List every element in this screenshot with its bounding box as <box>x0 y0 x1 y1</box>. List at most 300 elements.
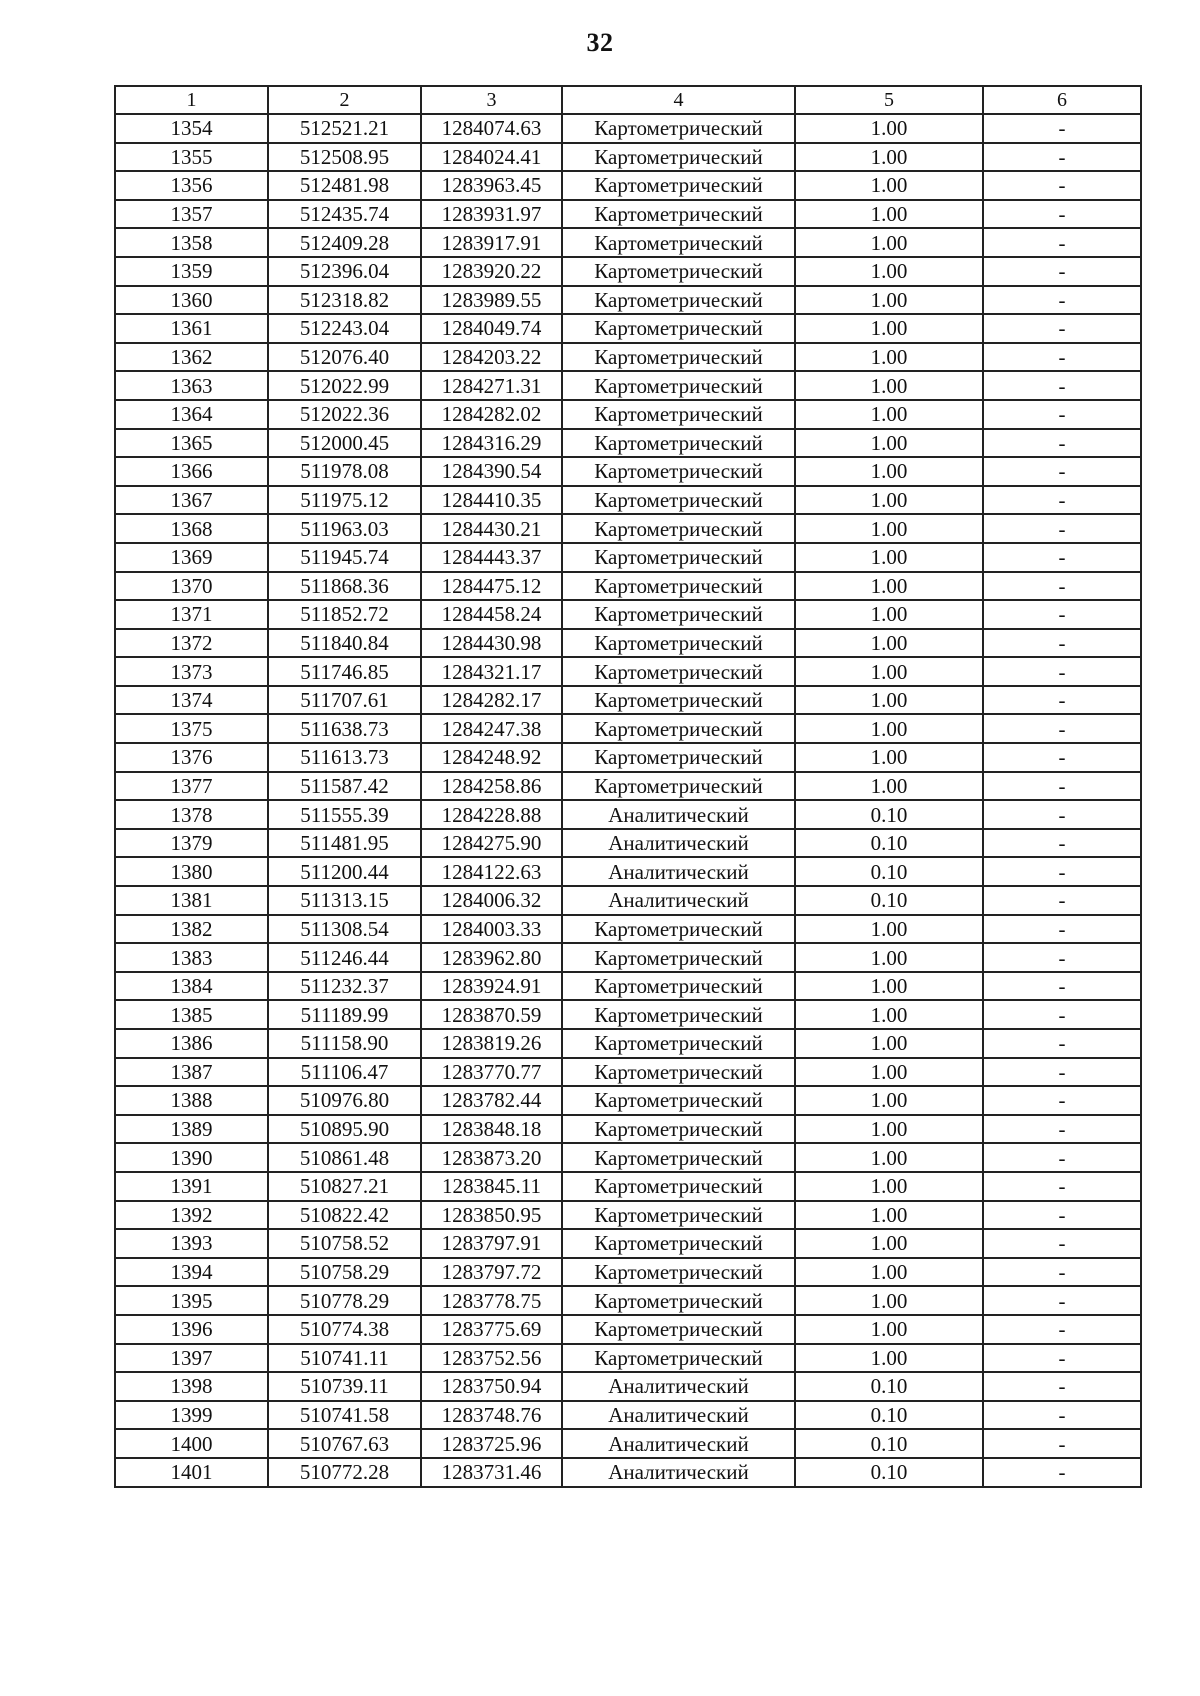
method-cell: Картометрический <box>562 714 795 743</box>
method-cell: Картометрический <box>562 1143 795 1172</box>
accuracy-cell: 0.10 <box>795 800 983 829</box>
x-coordinate-cell: 512000.45 <box>268 429 421 458</box>
table-row <box>115 114 1141 143</box>
table-row <box>115 1458 1141 1487</box>
table-body <box>115 114 1141 1487</box>
note-cell: - <box>983 886 1141 915</box>
table-row <box>115 857 1141 886</box>
point-number-cell: 1383 <box>115 943 268 972</box>
note-cell: - <box>983 857 1141 886</box>
note-cell: - <box>983 1115 1141 1144</box>
point-number-cell: 1396 <box>115 1315 268 1344</box>
method-cell: Картометрический <box>562 572 795 601</box>
note-cell: - <box>983 257 1141 286</box>
table-row <box>115 1315 1141 1344</box>
point-number-cell: 1355 <box>115 143 268 172</box>
accuracy-cell: 1.00 <box>795 228 983 257</box>
method-cell: Картометрический <box>562 1115 795 1144</box>
note-cell: - <box>983 1258 1141 1287</box>
accuracy-cell: 0.10 <box>795 886 983 915</box>
method-cell: Картометрический <box>562 286 795 315</box>
x-coordinate-cell: 510758.52 <box>268 1229 421 1258</box>
y-coordinate-cell: 1283870.59 <box>421 1000 562 1029</box>
x-coordinate-cell: 511978.08 <box>268 457 421 486</box>
x-coordinate-cell: 510895.90 <box>268 1115 421 1144</box>
accuracy-cell: 0.10 <box>795 1401 983 1430</box>
accuracy-cell: 1.00 <box>795 686 983 715</box>
x-coordinate-cell: 511106.47 <box>268 1058 421 1087</box>
y-coordinate-cell: 1284006.32 <box>421 886 562 915</box>
table-row <box>115 1401 1141 1430</box>
x-coordinate-cell: 510778.29 <box>268 1286 421 1315</box>
note-cell: - <box>983 1029 1141 1058</box>
note-cell: - <box>983 228 1141 257</box>
point-number-cell: 1384 <box>115 972 268 1001</box>
accuracy-cell: 1.00 <box>795 1344 983 1373</box>
accuracy-cell: 1.00 <box>795 171 983 200</box>
y-coordinate-cell: 1283924.91 <box>421 972 562 1001</box>
x-coordinate-cell: 512022.36 <box>268 400 421 429</box>
table-row <box>115 714 1141 743</box>
method-cell: Картометрический <box>562 257 795 286</box>
x-coordinate-cell: 511158.90 <box>268 1029 421 1058</box>
y-coordinate-cell: 1283797.72 <box>421 1258 562 1287</box>
point-number-cell: 1385 <box>115 1000 268 1029</box>
accuracy-cell: 1.00 <box>795 286 983 315</box>
point-number-cell: 1380 <box>115 857 268 886</box>
column-header: 4 <box>562 86 795 114</box>
column-header: 6 <box>983 86 1141 114</box>
x-coordinate-cell: 511232.37 <box>268 972 421 1001</box>
y-coordinate-cell: 1284228.88 <box>421 800 562 829</box>
table-row <box>115 200 1141 229</box>
table-row <box>115 1115 1141 1144</box>
table-row <box>115 1286 1141 1315</box>
y-coordinate-cell: 1283873.20 <box>421 1143 562 1172</box>
x-coordinate-cell: 511587.42 <box>268 772 421 801</box>
note-cell: - <box>983 572 1141 601</box>
x-coordinate-cell: 511852.72 <box>268 600 421 629</box>
y-coordinate-cell: 1284122.63 <box>421 857 562 886</box>
point-number-cell: 1386 <box>115 1029 268 1058</box>
accuracy-cell: 1.00 <box>795 1286 983 1315</box>
y-coordinate-cell: 1284390.54 <box>421 457 562 486</box>
point-number-cell: 1366 <box>115 457 268 486</box>
y-coordinate-cell: 1284258.86 <box>421 772 562 801</box>
method-cell: Картометрический <box>562 915 795 944</box>
table-row <box>115 1143 1141 1172</box>
table-row <box>115 600 1141 629</box>
y-coordinate-cell: 1283848.18 <box>421 1115 562 1144</box>
method-cell: Аналитический <box>562 886 795 915</box>
y-coordinate-cell: 1284475.12 <box>421 572 562 601</box>
point-number-cell: 1395 <box>115 1286 268 1315</box>
method-cell: Картометрический <box>562 657 795 686</box>
note-cell: - <box>983 629 1141 658</box>
table-row <box>115 371 1141 400</box>
point-number-cell: 1360 <box>115 286 268 315</box>
point-number-cell: 1365 <box>115 429 268 458</box>
accuracy-cell: 1.00 <box>795 1086 983 1115</box>
x-coordinate-cell: 510976.80 <box>268 1086 421 1115</box>
point-number-cell: 1359 <box>115 257 268 286</box>
method-cell: Картометрический <box>562 1344 795 1373</box>
note-cell: - <box>983 1201 1141 1230</box>
method-cell: Картометрический <box>562 400 795 429</box>
y-coordinate-cell: 1283731.46 <box>421 1458 562 1487</box>
table-row <box>115 657 1141 686</box>
y-coordinate-cell: 1284203.22 <box>421 343 562 372</box>
point-number-cell: 1382 <box>115 915 268 944</box>
note-cell: - <box>983 1143 1141 1172</box>
method-cell: Аналитический <box>562 800 795 829</box>
table-row <box>115 343 1141 372</box>
x-coordinate-cell: 511200.44 <box>268 857 421 886</box>
method-cell: Картометрический <box>562 972 795 1001</box>
y-coordinate-cell: 1283725.96 <box>421 1429 562 1458</box>
x-coordinate-cell: 510861.48 <box>268 1143 421 1172</box>
y-coordinate-cell: 1284003.33 <box>421 915 562 944</box>
table-row <box>115 257 1141 286</box>
method-cell: Картометрический <box>562 114 795 143</box>
accuracy-cell: 1.00 <box>795 915 983 944</box>
note-cell: - <box>983 171 1141 200</box>
table-row <box>115 886 1141 915</box>
point-number-cell: 1369 <box>115 543 268 572</box>
table-row <box>115 972 1141 1001</box>
note-cell: - <box>983 686 1141 715</box>
x-coordinate-cell: 511840.84 <box>268 629 421 658</box>
table-row <box>115 1086 1141 1115</box>
x-coordinate-cell: 510741.11 <box>268 1344 421 1373</box>
accuracy-cell: 1.00 <box>795 1201 983 1230</box>
method-cell: Картометрический <box>562 1258 795 1287</box>
accuracy-cell: 0.10 <box>795 1429 983 1458</box>
page-number: 32 <box>586 28 614 57</box>
accuracy-cell: 1.00 <box>795 657 983 686</box>
y-coordinate-cell: 1284247.38 <box>421 714 562 743</box>
note-cell: - <box>983 1058 1141 1087</box>
table-row <box>115 400 1141 429</box>
method-cell: Аналитический <box>562 1458 795 1487</box>
accuracy-cell: 1.00 <box>795 972 983 1001</box>
point-number-cell: 1393 <box>115 1229 268 1258</box>
x-coordinate-cell: 510758.29 <box>268 1258 421 1287</box>
method-cell: Картометрический <box>562 429 795 458</box>
accuracy-cell: 1.00 <box>795 371 983 400</box>
point-number-cell: 1375 <box>115 714 268 743</box>
method-cell: Картометрический <box>562 1058 795 1087</box>
point-number-cell: 1374 <box>115 686 268 715</box>
method-cell: Картометрический <box>562 772 795 801</box>
table-row <box>115 543 1141 572</box>
method-cell: Картометрический <box>562 343 795 372</box>
y-coordinate-cell: 1283850.95 <box>421 1201 562 1230</box>
table-row <box>115 1058 1141 1087</box>
y-coordinate-cell: 1283989.55 <box>421 286 562 315</box>
method-cell: Картометрический <box>562 1201 795 1230</box>
note-cell: - <box>983 1458 1141 1487</box>
x-coordinate-cell: 512076.40 <box>268 343 421 372</box>
table-row <box>115 171 1141 200</box>
point-number-cell: 1390 <box>115 1143 268 1172</box>
point-number-cell: 1399 <box>115 1401 268 1430</box>
method-cell: Картометрический <box>562 143 795 172</box>
x-coordinate-cell: 510767.63 <box>268 1429 421 1458</box>
note-cell: - <box>983 371 1141 400</box>
point-number-cell: 1376 <box>115 743 268 772</box>
coordinates-table <box>114 85 1142 1488</box>
x-coordinate-cell: 510772.28 <box>268 1458 421 1487</box>
x-coordinate-cell: 511746.85 <box>268 657 421 686</box>
accuracy-cell: 1.00 <box>795 543 983 572</box>
x-coordinate-cell: 512243.04 <box>268 314 421 343</box>
note-cell: - <box>983 915 1141 944</box>
table-row <box>115 943 1141 972</box>
point-number-cell: 1394 <box>115 1258 268 1287</box>
accuracy-cell: 1.00 <box>795 143 983 172</box>
y-coordinate-cell: 1283963.45 <box>421 171 562 200</box>
accuracy-cell: 1.00 <box>795 200 983 229</box>
accuracy-cell: 1.00 <box>795 600 983 629</box>
note-cell: - <box>983 1372 1141 1401</box>
note-cell: - <box>983 1086 1141 1115</box>
table-row <box>115 686 1141 715</box>
accuracy-cell: 1.00 <box>795 1058 983 1087</box>
method-cell: Картометрический <box>562 1172 795 1201</box>
note-cell: - <box>983 114 1141 143</box>
x-coordinate-cell: 511975.12 <box>268 486 421 515</box>
point-number-cell: 1373 <box>115 657 268 686</box>
accuracy-cell: 1.00 <box>795 514 983 543</box>
point-number-cell: 1379 <box>115 829 268 858</box>
y-coordinate-cell: 1284049.74 <box>421 314 562 343</box>
note-cell: - <box>983 543 1141 572</box>
y-coordinate-cell: 1284275.90 <box>421 829 562 858</box>
method-cell: Картометрический <box>562 228 795 257</box>
column-header: 5 <box>795 86 983 114</box>
column-header: 2 <box>268 86 421 114</box>
method-cell: Картометрический <box>562 1086 795 1115</box>
method-cell: Аналитический <box>562 1401 795 1430</box>
method-cell: Картометрический <box>562 629 795 658</box>
accuracy-cell: 0.10 <box>795 1372 983 1401</box>
y-coordinate-cell: 1283962.80 <box>421 943 562 972</box>
column-header: 3 <box>421 86 562 114</box>
accuracy-cell: 1.00 <box>795 1000 983 1029</box>
point-number-cell: 1362 <box>115 343 268 372</box>
y-coordinate-cell: 1284458.24 <box>421 600 562 629</box>
point-number-cell: 1371 <box>115 600 268 629</box>
x-coordinate-cell: 511555.39 <box>268 800 421 829</box>
column-header: 1 <box>115 86 268 114</box>
y-coordinate-cell: 1283845.11 <box>421 1172 562 1201</box>
y-coordinate-cell: 1284282.17 <box>421 686 562 715</box>
method-cell: Картометрический <box>562 314 795 343</box>
accuracy-cell: 1.00 <box>795 714 983 743</box>
accuracy-cell: 0.10 <box>795 857 983 886</box>
accuracy-cell: 1.00 <box>795 257 983 286</box>
note-cell: - <box>983 1344 1141 1373</box>
point-number-cell: 1392 <box>115 1201 268 1230</box>
table-row <box>115 457 1141 486</box>
note-cell: - <box>983 1429 1141 1458</box>
table-row <box>115 800 1141 829</box>
accuracy-cell: 1.00 <box>795 1315 983 1344</box>
note-cell: - <box>983 1286 1141 1315</box>
table-row <box>115 228 1141 257</box>
point-number-cell: 1363 <box>115 371 268 400</box>
y-coordinate-cell: 1283797.91 <box>421 1229 562 1258</box>
note-cell: - <box>983 429 1141 458</box>
table-row <box>115 1029 1141 1058</box>
note-cell: - <box>983 400 1141 429</box>
accuracy-cell: 0.10 <box>795 829 983 858</box>
note-cell: - <box>983 600 1141 629</box>
point-number-cell: 1372 <box>115 629 268 658</box>
table-row <box>115 514 1141 543</box>
accuracy-cell: 1.00 <box>795 1229 983 1258</box>
y-coordinate-cell: 1283920.22 <box>421 257 562 286</box>
y-coordinate-cell: 1284248.92 <box>421 743 562 772</box>
accuracy-cell: 1.00 <box>795 1029 983 1058</box>
note-cell: - <box>983 200 1141 229</box>
y-coordinate-cell: 1283750.94 <box>421 1372 562 1401</box>
point-number-cell: 1398 <box>115 1372 268 1401</box>
note-cell: - <box>983 457 1141 486</box>
x-coordinate-cell: 512318.82 <box>268 286 421 315</box>
accuracy-cell: 1.00 <box>795 1172 983 1201</box>
method-cell: Картометрический <box>562 1029 795 1058</box>
accuracy-cell: 1.00 <box>795 314 983 343</box>
point-number-cell: 1357 <box>115 200 268 229</box>
point-number-cell: 1400 <box>115 1429 268 1458</box>
note-cell: - <box>983 143 1141 172</box>
y-coordinate-cell: 1284410.35 <box>421 486 562 515</box>
y-coordinate-cell: 1283775.69 <box>421 1315 562 1344</box>
x-coordinate-cell: 511246.44 <box>268 943 421 972</box>
table-row <box>115 314 1141 343</box>
method-cell: Картометрический <box>562 371 795 400</box>
accuracy-cell: 1.00 <box>795 486 983 515</box>
note-cell: - <box>983 314 1141 343</box>
y-coordinate-cell: 1283752.56 <box>421 1344 562 1373</box>
table-row <box>115 1344 1141 1373</box>
accuracy-cell: 1.00 <box>795 629 983 658</box>
note-cell: - <box>983 1315 1141 1344</box>
point-number-cell: 1387 <box>115 1058 268 1087</box>
note-cell: - <box>983 1000 1141 1029</box>
y-coordinate-cell: 1284316.29 <box>421 429 562 458</box>
y-coordinate-cell: 1283770.77 <box>421 1058 562 1087</box>
method-cell: Картометрический <box>562 1000 795 1029</box>
accuracy-cell: 1.00 <box>795 772 983 801</box>
point-number-cell: 1358 <box>115 228 268 257</box>
x-coordinate-cell: 511707.61 <box>268 686 421 715</box>
point-number-cell: 1388 <box>115 1086 268 1115</box>
x-coordinate-cell: 512396.04 <box>268 257 421 286</box>
table-row <box>115 1000 1141 1029</box>
method-cell: Картометрический <box>562 200 795 229</box>
x-coordinate-cell: 512022.99 <box>268 371 421 400</box>
note-cell: - <box>983 514 1141 543</box>
method-cell: Аналитический <box>562 1429 795 1458</box>
x-coordinate-cell: 511313.15 <box>268 886 421 915</box>
note-cell: - <box>983 714 1141 743</box>
point-number-cell: 1391 <box>115 1172 268 1201</box>
y-coordinate-cell: 1283819.26 <box>421 1029 562 1058</box>
x-coordinate-cell: 511638.73 <box>268 714 421 743</box>
x-coordinate-cell: 510774.38 <box>268 1315 421 1344</box>
point-number-cell: 1356 <box>115 171 268 200</box>
x-coordinate-cell: 511189.99 <box>268 1000 421 1029</box>
point-number-cell: 1361 <box>115 314 268 343</box>
accuracy-cell: 1.00 <box>795 400 983 429</box>
point-number-cell: 1381 <box>115 886 268 915</box>
accuracy-cell: 1.00 <box>795 1258 983 1287</box>
method-cell: Картометрический <box>562 514 795 543</box>
y-coordinate-cell: 1283931.97 <box>421 200 562 229</box>
x-coordinate-cell: 510739.11 <box>268 1372 421 1401</box>
x-coordinate-cell: 511963.03 <box>268 514 421 543</box>
x-coordinate-cell: 511308.54 <box>268 915 421 944</box>
point-number-cell: 1370 <box>115 572 268 601</box>
table-row <box>115 1372 1141 1401</box>
accuracy-cell: 0.10 <box>795 1458 983 1487</box>
method-cell: Картометрический <box>562 943 795 972</box>
method-cell: Картометрический <box>562 743 795 772</box>
note-cell: - <box>983 772 1141 801</box>
x-coordinate-cell: 512508.95 <box>268 143 421 172</box>
method-cell: Картометрический <box>562 457 795 486</box>
y-coordinate-cell: 1284443.37 <box>421 543 562 572</box>
y-coordinate-cell: 1283778.75 <box>421 1286 562 1315</box>
method-cell: Картометрический <box>562 486 795 515</box>
point-number-cell: 1378 <box>115 800 268 829</box>
note-cell: - <box>983 657 1141 686</box>
table-row <box>115 772 1141 801</box>
point-number-cell: 1354 <box>115 114 268 143</box>
accuracy-cell: 1.00 <box>795 114 983 143</box>
table-row <box>115 1201 1141 1230</box>
point-number-cell: 1397 <box>115 1344 268 1373</box>
note-cell: - <box>983 286 1141 315</box>
table-header-row <box>115 86 1141 114</box>
y-coordinate-cell: 1284430.98 <box>421 629 562 658</box>
accuracy-cell: 1.00 <box>795 1115 983 1144</box>
method-cell: Аналитический <box>562 1372 795 1401</box>
point-number-cell: 1368 <box>115 514 268 543</box>
accuracy-cell: 1.00 <box>795 943 983 972</box>
note-cell: - <box>983 743 1141 772</box>
table-row <box>115 1258 1141 1287</box>
accuracy-cell: 1.00 <box>795 1143 983 1172</box>
accuracy-cell: 1.00 <box>795 429 983 458</box>
x-coordinate-cell: 510822.42 <box>268 1201 421 1230</box>
method-cell: Аналитический <box>562 829 795 858</box>
table-row <box>115 429 1141 458</box>
y-coordinate-cell: 1283782.44 <box>421 1086 562 1115</box>
note-cell: - <box>983 486 1141 515</box>
x-coordinate-cell: 510827.21 <box>268 1172 421 1201</box>
note-cell: - <box>983 1172 1141 1201</box>
x-coordinate-cell: 511613.73 <box>268 743 421 772</box>
point-number-cell: 1389 <box>115 1115 268 1144</box>
x-coordinate-cell: 511868.36 <box>268 572 421 601</box>
y-coordinate-cell: 1284321.17 <box>421 657 562 686</box>
accuracy-cell: 1.00 <box>795 743 983 772</box>
method-cell: Картометрический <box>562 171 795 200</box>
